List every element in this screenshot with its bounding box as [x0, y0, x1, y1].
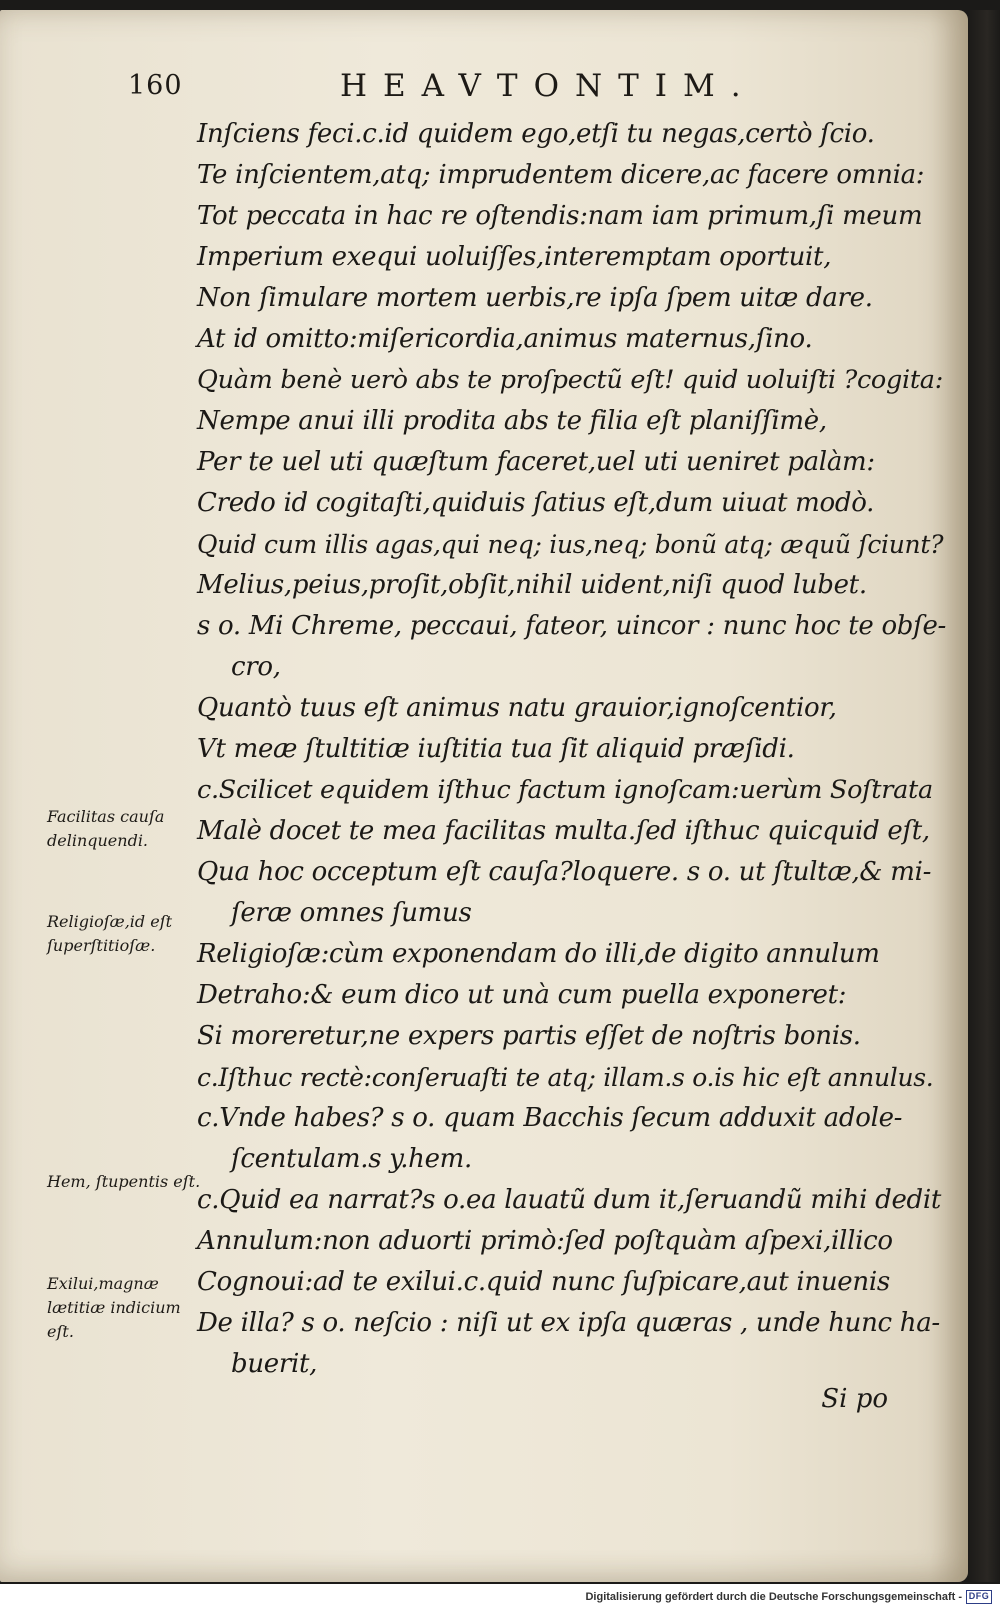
verse-line: Te inſcientem,atq; imprudentem dicere,ac facere omnia: — [197, 160, 925, 190]
margin-note: Hem, ſtupentis eſt. — [47, 1172, 201, 1191]
verse-line: Non ſimulare mortem uerbis,re ipſa ſpem uitæ dare. — [197, 283, 873, 313]
verse-text — [197, 114, 947, 1385]
book-page — [0, 10, 968, 1582]
verse-line: cro, — [231, 652, 281, 682]
verse-line: Nempe anui illi prodita abs te filia eſt planiſſimè, — [197, 406, 827, 436]
verse-line: Inſciens feci.c.id quidem ego,etſi tu negas,certò ſcio. — [197, 119, 875, 149]
verse-line: Detraho:& eum dico ut unà cum puella exponeret: — [197, 980, 847, 1010]
page-edge-shadow — [968, 10, 1000, 1582]
dfg-logo: DFG — [966, 1590, 992, 1604]
running-head: HEAVTONTIM. — [340, 68, 757, 104]
verse-line: Annulum:non aduorti primò:ſed poſtquàm aſpexi,illico — [197, 1226, 893, 1256]
verse-line: ſcentulam.s y.hem. — [231, 1144, 473, 1174]
verse-line: Si moreretur,ne expers partis eſſet de noſtris bonis. — [197, 1021, 861, 1051]
verse-line: Imperium exequi uoluiſſes,interemptam oportuit, — [197, 242, 832, 272]
verse-line: c.Quid ea narrat?s o.ea lauatũ dum it,ſeruandũ mihi dedit — [197, 1185, 942, 1215]
verse-line: Melius,peius,proſit,obſit,nihil uident,niſi quod lubet. — [197, 570, 867, 600]
verse-line: De illa? s o. neſcio : niſi ut ex ipſa quæras , unde hunc ha- — [197, 1308, 940, 1338]
verse-line: Qua hoc occeptum eſt cauſa?loquere. s o. ut ſtultæ,& mi- — [197, 857, 932, 887]
verse-line: Malè docet te mea facilitas multa.ſed iſthuc quicquid eſt, — [197, 816, 930, 846]
page-number: 160 — [128, 70, 183, 101]
verse-line: Vt meæ ſtultitiæ iuſtitia tua ſit aliquid præſidi. — [197, 734, 795, 764]
margin-note: Religioſæ,id eſt ſuperſtitioſæ. — [47, 912, 173, 955]
catchword: Si po — [821, 1384, 888, 1414]
verse-line: At id omitto:miſericordia,animus maternus,ſino. — [197, 324, 813, 354]
verse-line: Quantò tuus eſt animus natu grauior,ignoſcentior, — [197, 693, 837, 723]
verse-line: Credo id cogitaſti,quiduis ſatius eſt,dum uiuat modò. — [197, 488, 875, 518]
verse-line: ſeræ omnes ſumus — [231, 898, 472, 928]
verse-line: s o. Mi Chreme, peccaui, fateor, uincor : nunc hoc te obſe- — [197, 611, 947, 641]
digitization-credit-bar — [0, 1584, 1000, 1613]
verse-line: Tot peccata in hac re oſtendis:nam iam primum,ſi meum — [197, 201, 923, 231]
credit-text: Digitalisierung gefördert durch die Deutsche Forschungsgemeinschaft - — [585, 1591, 962, 1603]
verse-line: Cognoui:ad te exilui.c.quid nunc ſuſpicare,aut inuenis — [197, 1267, 890, 1297]
verse-line: Per te uel uti quæſtum faceret,uel uti ueniret palàm: — [197, 447, 875, 477]
verse-line: buerit, — [231, 1349, 318, 1379]
verse-line: c.Scilicet equidem iſthuc factum ignoſcam:uerùm Soſtrata — [197, 775, 933, 805]
margin-note: Facilitas cauſa delinquendi. — [47, 807, 165, 850]
verse-line: Religioſæ:cùm exponendam do illi,de digito annulum — [197, 939, 880, 969]
verse-line: c.Iſthuc rectè:conſeruaſti te atq; illam.s o.is hic eſt annulus. — [197, 1063, 934, 1092]
margin-note: Exilui,magnæ lætitiæ indicium eſt. — [47, 1274, 181, 1341]
verse-line: Quid cum illis agas,qui neq; ius,neq; bonũ atq; æquũ ſciunt? — [197, 530, 944, 559]
verse-line: Quàm benè uerò abs te proſpectũ eſt! quid uoluiſti ?cogita: — [197, 365, 943, 395]
margin-notes — [0, 10, 205, 1510]
verse-line: c.Vnde habes? s o. quam Bacchis ſecum adduxit adole- — [197, 1103, 903, 1133]
